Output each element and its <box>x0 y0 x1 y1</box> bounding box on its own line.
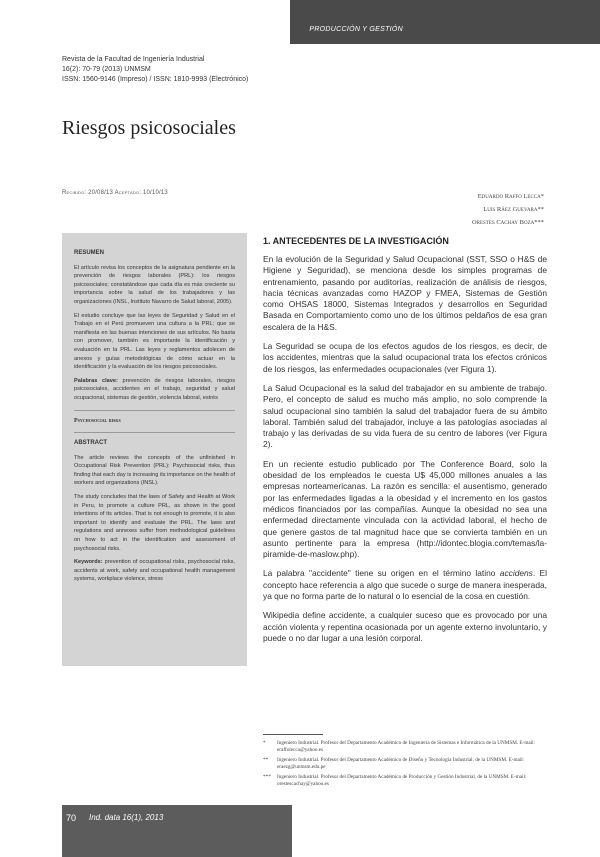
article-title: Riesgos psicosociales <box>62 117 236 139</box>
keywords-label: Keywords: <box>74 559 103 566</box>
footnote-1 <box>263 740 547 755</box>
sidebar-divider-1 <box>74 410 235 411</box>
footnote-rule <box>263 734 323 735</box>
palabras-clave <box>74 377 235 403</box>
section-label: PRODUCCIÓN Y GESTIÓN <box>309 26 403 33</box>
resumen-paragraph-2: El estudio concluye que las leyes de Seguridad y Salud en el Trabajo en el Perú promueven una cultura a la PRL; que se manifiesta en las buenas intenciones de sus artículos. No basta con promover, también es importante la identificación y evaluación en la PRL. Las leyes y reglamentos adolecen de anexos y guías metodológicas de cómo actuar en la identificación y la evaluación de los riesgos psicosociales. <box>74 312 235 371</box>
section-heading: 1. ANTECEDENTES DE LA INVESTIGACIÓN <box>263 236 449 246</box>
abstract-sidebar <box>62 233 247 666</box>
author-1: Eduardo Raffo Lecca* <box>477 193 544 200</box>
footnote-2-text: Ingeniero Industrial. Profesor del Departamento Académico de Diseño y Tecnología Industrial, de la UNMSM. E-mail: eraezg@unmsm.edu.pe <box>277 756 525 771</box>
p5-start: La palabra "accidente" tiene su origen en el término latino <box>263 568 500 579</box>
body-paragraph-4: En un reciente estudio publicado por The Conference Board, solo la obesidad de los empleados le cuesta U$ 45,000 millones anuales a las empresas norteamericanas. La razón es sencilla: el ausentismo, generado por las enfermedades ligadas a la obesidad y el incremento en los gastos médicos financiados por las compañías. Aunque la obesidad no sea una enfermedad directamente vinculada con la actividad laboral, el hecho de que genere gastos de tal magnitud hace que se convierta también en un asunto pertinente para la empresa (http://idontec.blogia.com/temas/la-piramide-de-maslow.php). <box>263 458 547 560</box>
body-paragraph-3: La Salud Ocupacional es la salud del trabajador en su ambiente de trabajo. Pero, el concepto de salud es mucho más amplio, no solo comprende la salud ocupacional sino también la salud del trabajador fuera de su ámbito laboral. También salud del trabajador, incluye a las patologías asociadas al trabajo y las derivadas de su vida fuera de su centro de labores (ver Figura 2). <box>263 382 547 450</box>
footnote-2 <box>263 757 547 772</box>
resumen-heading: RESUMEN <box>74 250 105 256</box>
footnote-3-mark: *** <box>263 773 271 780</box>
body-paragraph-5 <box>263 568 547 602</box>
body-paragraph-2: La Seguridad se ocupa de los efectos agudos de los riesgos, es decir, de los accidentes, mientras que la salud ocupacional trata los efectos crónicos de los riesgos, las enfermedades ocupacionales (ver Figura 1). <box>263 341 547 374</box>
main-column <box>263 236 547 652</box>
footnote-1-text: Ingeniero Industrial. Profesor del Departamento Académico de Ingeniería de Sistemas e Informática de la UNMSM. E-mail: eraffolecca@yahoo.es <box>277 740 535 754</box>
journal-volume: 16(2): 70-79 (2013) UNMSM <box>62 66 151 73</box>
received-accepted-dates: Recibido: 20/08/13 Aceptado: 10/10/13 <box>62 190 168 196</box>
footnote-2-mark: ** <box>263 756 269 763</box>
p5-latin-term: accidens <box>499 568 533 579</box>
footnote-3-text: Ingeniero Industrial. Profesor del Departamento Académico de Producción y Gestión Industrial, de la UNMSM. E-mail: orestescachay@yahoo.es <box>277 773 527 788</box>
journal-name: Revista de la Facultad de Ingeniería Industrial <box>62 56 205 63</box>
english-title: Psychosocial risks <box>74 417 121 424</box>
keywords <box>74 558 235 584</box>
abstract-paragraph-2: The study concludes that the laws of Safety and Health at Work in Peru, to promote a culture PRL, as shown in the good intentions of its articles. That is not enough to promote, it is also important to identify and evaluate the PRL. The laws and regulations and annexes suffer from methodological guidelines on how to act in the identification and assessment of psychosocial risks. <box>74 494 235 552</box>
journal-issn: ISSN: 1560-9146 (Impreso) / ISSN: 1810-9993 (Electrónico) <box>62 76 249 83</box>
palabras-clave-text: prevención de riesgos laborales, riesgos psicosociales, accidentes en el trabajo, seguridad y salud ocupacional, sistemas de gestión, violencia laboral, estrés <box>74 377 235 401</box>
header-bar <box>290 0 600 44</box>
keywords-text: prevention of occupational risks, psychosocial risks, accidents at work, safety and occupational health management systems, workplace violence, stress <box>74 559 235 583</box>
abstract-paragraph-1: The article reviews the concepts of the unfinished in Occupational Risk Prevention (PRL): Psychosocial risks, thus finding that each day is increasing its importance on the health of workers and organizations (INSL). <box>74 454 235 487</box>
author-2: Luis Ráez Guevara** <box>483 206 544 213</box>
author-list <box>472 190 544 229</box>
author-3: Orestes Cachay Boza*** <box>471 219 544 226</box>
journal-info <box>62 55 248 85</box>
body-paragraph-6: Wikipedia define accidente, a cualquier suceso que es provocado por una acción violenta y repentina ocasionada por un agente externo involuntario, y puede o no dar lugar a una lesión corporal. <box>263 610 547 643</box>
footnotes <box>263 740 547 790</box>
footer-journal: Ind. data 16(1), 2013 <box>89 813 164 822</box>
palabras-clave-label: Palabras clave: <box>74 377 118 384</box>
p5-end: . El concepto hace referencia a algo que sucede o surge de manera inesperada, ya que no forma parte de lo natural o lo esencial de la cosa en cuestión. <box>263 568 547 602</box>
page-number: 70 <box>66 813 77 823</box>
sidebar-divider-2 <box>74 432 235 433</box>
resumen-paragraph-1: El artículo revisa los conceptos de la asignatura pendiente en la prevención de riesgos laborales (PRL): los riesgos psicosociales; constatándose que cada día es más creciente su importancia sobre la salud de los trabajadores y las organizaciones (INSL, Instituto Navarro de Salud laboral, 2005). <box>74 264 235 305</box>
body-paragraph-1: En la evolución de la Seguridad y Salud Ocupacional (SST, SSO o H&S de Higiene y Seguridad), se menciona desde los simples programas de entrenamiento, pasando por auditorías, realización de análisis de riesgos, hacia técnicas avanzadas como HAZOP y FMEA, Sistemas de Gestión como OHSAS 18000, Sistemas Integrados y desarrollos en Seguridad Basada en Comportamiento como uno de los últimos peldaños de esa gran escalera de la H&S. <box>263 254 547 332</box>
footnote-1-mark: * <box>263 740 266 746</box>
footer-bar <box>62 805 292 857</box>
footnote-3 <box>263 774 547 789</box>
abstract-heading: ABSTRACT <box>74 440 107 447</box>
